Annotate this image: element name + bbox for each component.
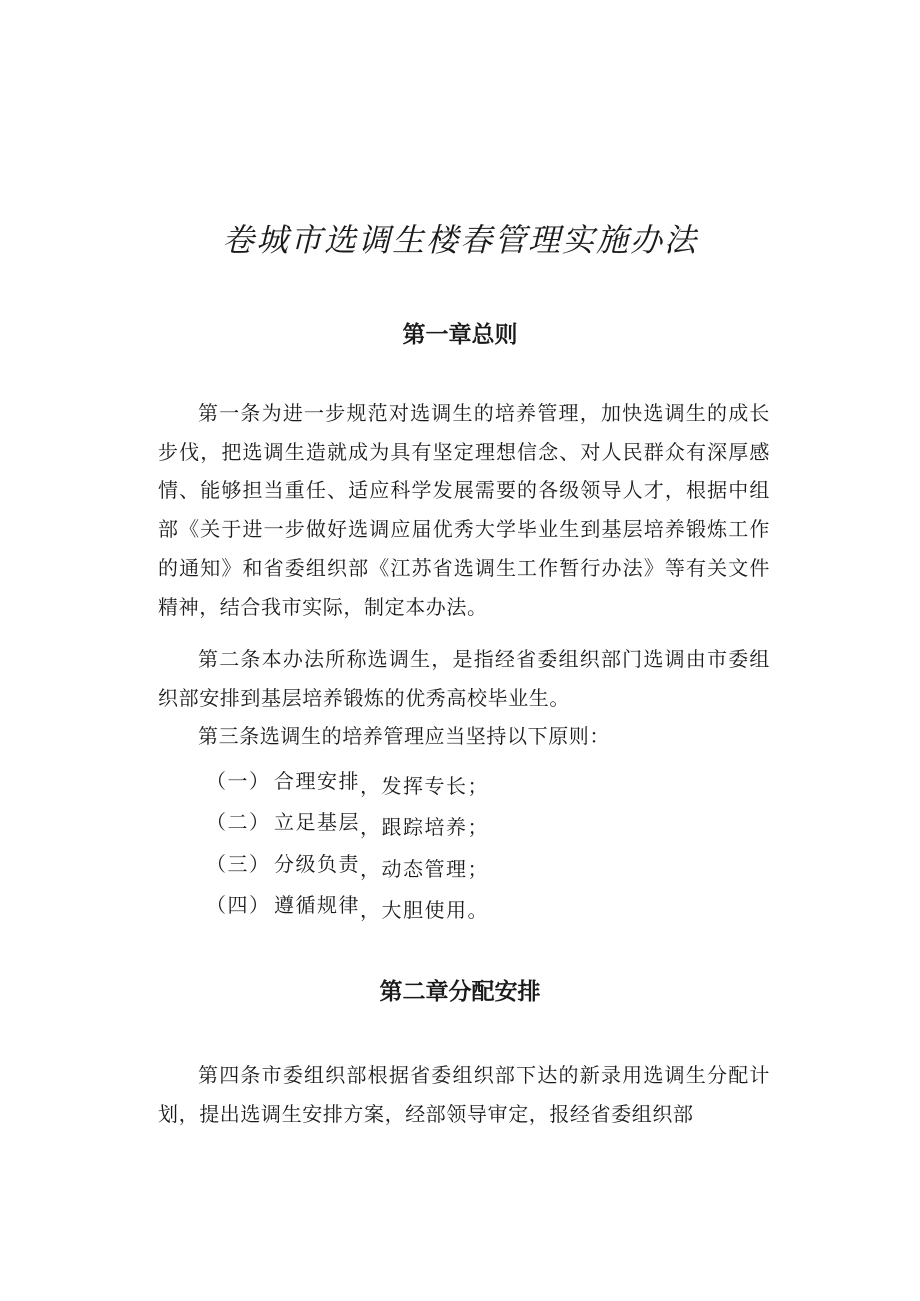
chapter-heading: 第一章总则 xyxy=(402,322,518,348)
principle-text: ，发挥专长； xyxy=(360,774,489,798)
principle-text: 分级负责 xyxy=(274,852,360,876)
article-paragraph: 第三条选调生的培养管理应当坚持以下原则： xyxy=(198,724,610,748)
principle-number: （二） xyxy=(206,810,271,834)
principle-text: ，动态管理； xyxy=(360,857,489,881)
principle-text: 立足基层 xyxy=(274,810,360,834)
article-paragraph: 第一条为进一步规范对选调生的培养管理，加快选调生的成长步伐，把选调生造就成为具有坚定理想信念、对人民群众有深厚感情、能够担当重任、适应科学发展需要的各级领导人才，根据中组部《关于进一步做好选调应届优秀大学毕业生到基层培养锻炼工作的通知》和省委组织部《江苏省选调生工作暂行办法》等有关文件精神，结合我市实际，制定本办法。 xyxy=(158,401,770,619)
principle-number: （四） xyxy=(206,893,271,917)
principle-item xyxy=(206,767,489,798)
principle-text: ，跟踪培养； xyxy=(360,815,489,839)
principle-number: （一） xyxy=(206,769,271,793)
principle-item xyxy=(206,850,489,881)
principle-text: 合理安排 xyxy=(274,769,360,793)
document-title: 卷城市选调生楼春管理实施办法 xyxy=(221,221,698,259)
chapter-heading: 第二章分配安排 xyxy=(379,979,541,1005)
principle-number: （三） xyxy=(206,852,271,876)
principle-text: ，大胆使用。 xyxy=(360,898,489,922)
article-paragraph: 第四条市委组织部根据省委组织部下达的新录用选调生分配计划，提出选调生安排方案，经部领导审定，报经省委组织部 xyxy=(158,1063,770,1126)
article-paragraph: 第二条本办法所称选调生，是指经省委组织部门选调由市委组织部安排到基层培养锻炼的优秀高校毕业生。 xyxy=(158,647,770,710)
principle-item xyxy=(206,808,489,839)
principle-text: 遵循规律 xyxy=(274,893,360,917)
principle-item xyxy=(206,891,489,922)
